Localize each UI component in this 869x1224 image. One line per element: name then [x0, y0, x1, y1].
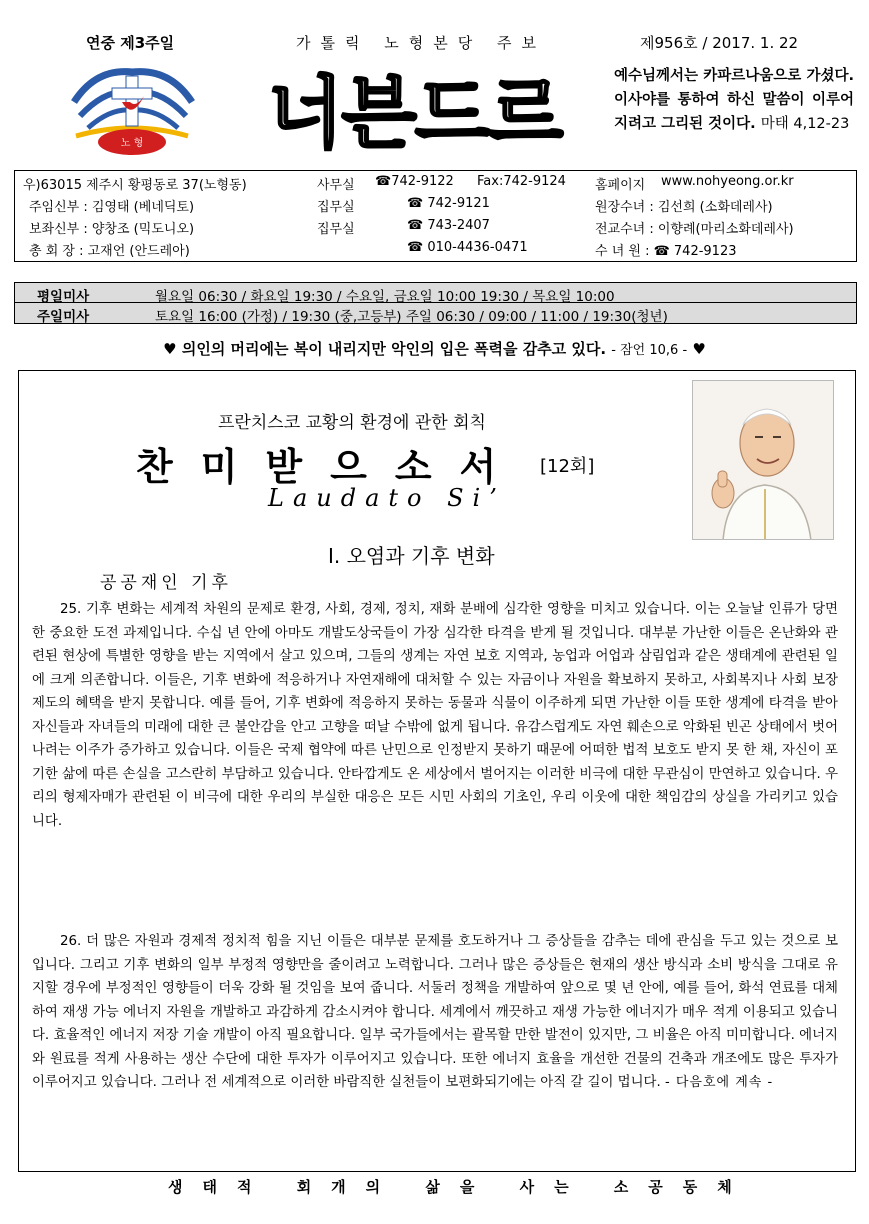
- council-president-phone: ☎ 010-4436-0471: [407, 240, 528, 255]
- sunday-mass-label: 주일미사: [37, 309, 90, 325]
- sunday-mass-row: [15, 303, 856, 323]
- homepage-link[interactable]: www.nohyeong.or.kr: [661, 174, 794, 189]
- pope-portrait: [692, 380, 834, 540]
- head-sister-name: 원장수녀 : 김선희 (소화데레사): [595, 200, 773, 215]
- pastor-name: 주임신부 : 김영태 (베네딕토): [29, 200, 195, 215]
- assistant-pastor-phone: ☎ 743-2407: [407, 218, 490, 233]
- convent-phone: 수 녀 원 : ☎ 742-9123: [595, 244, 737, 259]
- proverb-text: 의인의 머리에는 복이 내리지만 악인의 입은 폭력을 감추고 있다.: [181, 340, 607, 358]
- parish-logo: [66, 62, 198, 158]
- liturgical-week: 연중 제3주일: [86, 34, 175, 52]
- bulletin-top-line: [0, 30, 869, 56]
- article-paragraph-26-text: 26. 더 많은 자원과 경제적 정치적 힘을 지닌 이들은 대부분 문제를 호도하거나 그 증상들을 감추는 데에 관심을 두고 있는 것으로 보입니다. 그리고 기후 변화의 일부 부정적 영향만을 줄이려고 노력합니다. 그러나 많은 증상들은 현재의 생산 방식과 소비 방식을 그대로 유지할 경우에 부정적인 영향들이 더욱 강화 될 것임을 보여 줍니다. 서둘러 정책을 개발하여 앞으로 몇 년 안에, 예를 들어, 화석 연료를 대체하여 재생 가능 에너지 자원을 개발하고 과감하게 감소시켜야 합니다. 세계에서 깨끗하고 재생 가능한 에너지가 매우 적게 이용되고 있습니다. 효율적인 에너지 저장 기술 개발이 아직 필요합니다. 일부 국가들에서는 괄목할 만한 발전이 있지만, 그 비율은 아직 미미합니다. 에너지와 원료를 적게 사용하는 생산 수단에 대한 투자가 이루어지고 있습니다. 또한 에너지 효율을 개선한 건물의 건축과 개조에도 많은 투자가 이루어지고 있습니다. 그러나 전 세계적으로 이러한 바람직한 실천들이 보편화되기에는 아직 갈 길이 멉니다.: [32, 934, 839, 1090]
- weekday-mass-label: 평일미사: [37, 289, 90, 305]
- chapter-heading: Ⅰ. 오염과 기후 변화: [328, 544, 495, 568]
- footer-slogan: 생태적 회개의 삶을 사는 소공동체: [168, 1178, 752, 1196]
- parish-address: 우)63015 제주시 황평동로 37(노형동): [23, 178, 247, 193]
- parish-bulletin-name: 가톨릭 노형본당 주보: [296, 34, 546, 52]
- proverb-source: - 잠언 10,6 -: [611, 343, 688, 358]
- homepage-label: 홈페이지: [595, 178, 646, 193]
- article-episode: [12회]: [540, 456, 595, 477]
- pastor-phone: ☎ 742-9121: [407, 196, 490, 211]
- continued-note: - 다음호에 계속 -: [665, 1075, 774, 1090]
- pope-portrait-icon: [693, 381, 834, 540]
- mass-schedule: [14, 282, 857, 324]
- sunday-mass-times: 토요일 16:00 (가정) / 19:30 (중,고등부) 주일 06:30 / 09:00 / 11:00 / 19:30(청년): [155, 309, 668, 325]
- weekday-mass-row: [15, 283, 856, 303]
- article-title: 찬미받으소서: [136, 445, 525, 489]
- parish-contact-box: [14, 170, 857, 262]
- office-phone: ☎742-9122: [375, 174, 454, 189]
- office-label: 사무실: [317, 178, 355, 193]
- logo-label: 노 형: [120, 138, 144, 149]
- section-heading: 공공재인 기후: [100, 573, 232, 593]
- parish-logo-icon: [66, 62, 198, 158]
- gospel-verse-reference: 마태 4,12-23: [760, 116, 850, 132]
- office-fax: Fax:742-9124: [477, 174, 566, 189]
- assistant-pastor-name: 보좌신부 : 양창조 (믹도니오): [29, 222, 195, 237]
- article-subtitle: 프란치스코 교황의 환경에 관한 회칙: [218, 413, 486, 433]
- bulletin-masthead: 너븐드르: [268, 69, 562, 159]
- heart-icon: ♥: [692, 340, 706, 358]
- assistant-pastor-room: 집무실: [317, 222, 355, 237]
- heart-icon: ♥: [163, 340, 177, 358]
- weekly-proverb: [0, 338, 869, 359]
- article-paragraph-25: 25. 기후 변화는 세계적 차원의 문제로 환경, 사회, 경제, 정치, 재화 분배에 심각한 영향을 미치고 있습니다. 이는 오늘날 인류가 당면한 중요한 도전 과제입니다. 수십 년 안에 아마도 개발도상국들이 가장 심각한 타격을 받게 될 것입니다. 대부분 가난한 이들은 온난화와 관련된 현상에 특별한 영향을 받는 지역에서 살고 있으며, 그들의 생계는 자연 보호 지역과, 농업과 어업과 삼림업과 같은 생태계에 관련된 일에 크게 의존합니다. 이들은, 기후 변화에 적응하거나 자연재해에 대처할 수 있는 자금이나 자원을 확보하지 못하고, 사회복지나 사회 보장 제도의 혜택을 받지 못합니다. 예를 들어, 기후 변화에 적응하지 못하는 동물과 식물이 이주하게 되면 가난한 이들 또한 생계에 타격을 받아 자신들과 자녀들의 미래에 대한 큰 불안감을 안고 고향을 떠날 수밖에 없게 됩니다. 유감스럽게도 자연 훼손으로 악화된 빈곤 상태에서 벗어나려는 이주가 증가하고 있습니다. 이들은 국제 협약에 따른 난민으로 인정받지 못하기 때문에 어떠한 법적 보호도 받지 못 한 채, 자신이 포기한 삶에 따른 손실을 고스란히 부담하고 있습니다. 안타깝게도 온 세상에서 벌어지는 이러한 비극에 대한 무관심이 만연하고 있습니다. 우리의 형제자매가 관련된 이 비극에 대한 우리의 부실한 대응은 모든 시민 사회의 기초인, 우리 이웃에 대한 책임감의 상실을 가리키고 있습니다.: [32, 602, 838, 829]
- weekday-mass-times: 월요일 06:30 / 화요일 19:30 / 수요일, 금요일 10:00 19:30 / 목요일 10:00: [155, 289, 615, 305]
- mission-sister-name: 전교수녀 : 이향례(마리소화데레사): [595, 222, 794, 237]
- article-paragraph-26: [32, 930, 838, 1095]
- article-latin-title: Laudato Si’: [268, 484, 506, 512]
- gospel-verse-text: 예수님께서는 카파르나움으로 가셨다. 이사야를 통하여 하신 말씀이 이루어지려고 그리된 것이다.: [614, 68, 854, 132]
- issue-number-date: 제956호 / 2017. 1. 22: [640, 34, 799, 52]
- pastor-room: 집무실: [317, 200, 355, 215]
- council-president-name: 총 회 장 : 고재언 (안드레아): [29, 244, 190, 259]
- gospel-verse: [614, 64, 854, 136]
